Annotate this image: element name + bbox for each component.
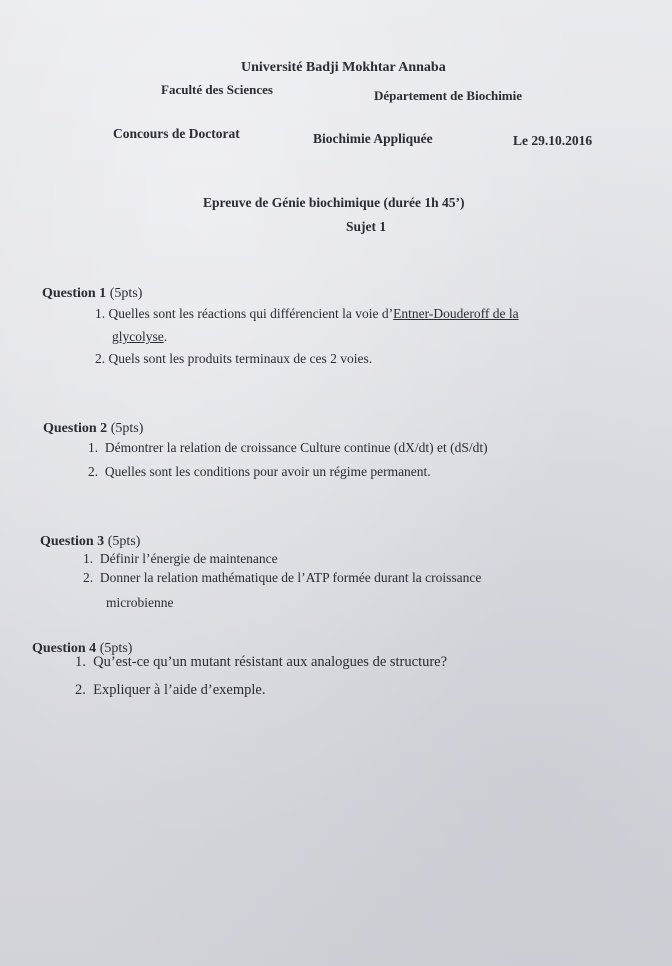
question-4-item-2 xyxy=(75,682,265,699)
item-text: Expliquer à l’aide d’exemple. xyxy=(93,682,266,698)
item-text: microbienne xyxy=(106,595,174,610)
question-1-item-1 xyxy=(95,306,519,322)
question-3-item-2-cont xyxy=(106,595,173,611)
department-name: Département de Biochimie xyxy=(374,88,523,103)
question-2-item-1 xyxy=(88,440,488,456)
question-3-points: (5pts) xyxy=(107,534,141,549)
question-1-label: Question 1 xyxy=(42,286,107,301)
question-3-item-2 xyxy=(83,570,481,586)
item-text: Quels sont les produits terminaux de ces 2 voies. xyxy=(108,351,373,366)
question-2-points: (5pts) xyxy=(110,421,144,436)
question-1-points: (5pts) xyxy=(109,286,143,301)
question-2-label: Question 2 xyxy=(43,421,108,436)
item-text: . xyxy=(163,329,168,344)
exam-date: Le 29.10.2016 xyxy=(513,133,593,148)
item-text: Définir l’énergie de maintenance xyxy=(99,551,278,566)
question-4-points: (5pts) xyxy=(99,641,133,656)
question-3-label: Question 3 xyxy=(40,534,105,549)
item-text: Qu’est-ce qu’un mutant résistant aux analogues de structure? xyxy=(93,654,448,670)
item-text: Démontrer la relation de croissance Culture continue (dX/dt) et (dS/dt) xyxy=(104,440,488,455)
contest-label: Concours de Doctorat xyxy=(113,126,240,141)
faculty-name: Faculté des Sciences xyxy=(161,82,273,97)
university-name: Université Badji Mokhtar Annaba xyxy=(241,60,446,75)
item-number: 1. xyxy=(95,306,106,321)
specialty-label: Biochimie Appliquée xyxy=(313,131,433,146)
question-4-label: Question 4 xyxy=(32,641,97,656)
item-text-underlined: glycolyse xyxy=(112,329,164,344)
item-number: 1. xyxy=(83,551,94,566)
item-text: Quelles sont les réactions qui différencient la voie d’ xyxy=(108,306,394,321)
item-text: Donner la relation mathématique de l’ATP formée durant la croissance xyxy=(99,570,482,585)
item-text-underlined: Entner-Douderoff de la xyxy=(393,306,519,321)
question-2-item-2 xyxy=(88,464,431,480)
exam-title: Epreuve de Génie biochimique (durée 1h 45’) xyxy=(203,195,465,210)
item-number: 2. xyxy=(88,464,99,479)
item-number: 1. xyxy=(75,654,86,670)
question-1-title xyxy=(42,286,142,302)
item-text: Quelles sont les conditions pour avoir un régime permanent. xyxy=(104,464,431,479)
question-2-title xyxy=(43,421,143,437)
exam-subject: Sujet 1 xyxy=(346,219,387,234)
question-3-title xyxy=(40,534,140,550)
question-1-item-2 xyxy=(95,351,372,367)
question-1-item-1-cont xyxy=(112,329,167,345)
item-number: 1. xyxy=(88,440,99,455)
question-3-item-1 xyxy=(83,551,278,567)
item-number: 2. xyxy=(95,351,106,366)
item-number: 2. xyxy=(75,682,86,698)
item-number: 2. xyxy=(83,570,94,585)
question-4-item-1 xyxy=(75,654,447,671)
